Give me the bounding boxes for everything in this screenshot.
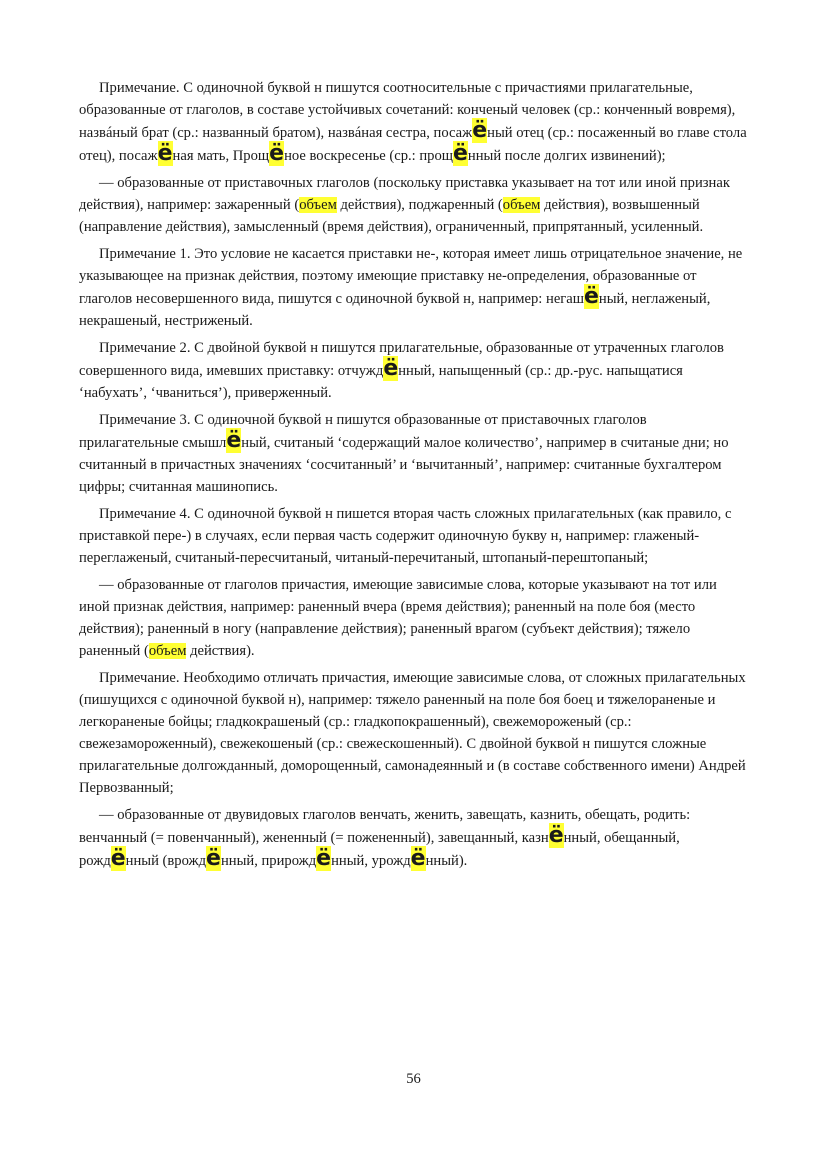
- highlighted-yo-letter: ё: [410, 846, 426, 871]
- text-segment: нный, прирожд: [220, 853, 317, 869]
- text-segment: нный (врожд: [125, 853, 207, 869]
- document-body: [79, 77, 749, 877]
- note-3: [79, 409, 749, 498]
- highlighted-word: объем: [148, 643, 187, 659]
- text-segment: ное воскресенье (ср.: прощ: [284, 148, 453, 164]
- text-segment: Примечание 1. Это условие не касается приставки не-, которая имеет лишь отрицательное значение, не указывающее на признак действия, поэтому имеющие приставку не-определения, образованные от глаголов несовершенного вида, пишутся с одиночной буквой н, например: негаш: [79, 246, 743, 307]
- highlighted-yo-letter: ё: [226, 428, 242, 453]
- text-segment: — образованные от глаголов причастия, имеющие зависимые слова, которые указывают на тот или иной признак действия, например: раненный вчера (время действия); раненный на поле боя (место действия); раненный в ногу (направление действия); раненный врагом (субъект действия); тяжело раненный (: [79, 577, 717, 659]
- biaspectual-verbs-paragraph: [79, 804, 749, 872]
- text-segment: ный, считаный ‘содержащий малое количество’, например в считаные дни; но считанный в причастных значениях ‘сосчитанный’ и ‘вычитанный’, например: считанные бухгалтером цифры; считанная машинопись.: [79, 435, 729, 495]
- highlighted-yo-letter: ё: [452, 141, 468, 166]
- note-2: [79, 337, 749, 404]
- highlighted-word: объем: [299, 197, 337, 213]
- text-segment: Примечание. Необходимо отличать причастия, имеющие зависимые слова, от сложных прилагательных (пишущихся с одиночной буквой н), например: тяжело раненный на поле боя боец и тяжелораненые и легкораненые бойцы; гладкокрашеный (ср.: гладкопокрашенный), свежемороженый (ср.: свежезамороженный), свежекошеный (ср.: свежескошенный). С двойной буквой н пишутся сложные прилагательные долгожданный, доморощенный, самонадеянный и (в составе собственного имени) Андрей Первозванный;: [79, 670, 746, 796]
- highlighted-yo-letter: ё: [269, 141, 285, 166]
- text-segment: Примечание 3. С одиночной буквой н пишутся образованные от приставочных глаголов прилагательные смышл: [79, 412, 647, 451]
- text-segment: — образованные от двувидовых глаголов венчать, женить, завещать, казнить, обещать, родить: венчанный (= повенчанный), женeнный (= поженeнный), завещанный, казн: [79, 807, 691, 846]
- text-segment: нный).: [425, 853, 468, 869]
- page-number: 56: [406, 1071, 421, 1087]
- text-segment: Примечание 4. С одиночной буквой н пишется вторая часть сложных прилагательных (как правило, с приставкой пере-) в случаях, если первая часть содержит одиночную букву н, например: глаженый-переглаженый, считаный-пересчитаный, читаный-перечитаный, штопаный-перештопаный;: [79, 506, 732, 566]
- text-segment: нный, напыщенный (ср.: др.-рус. напыщатися ‘набухать’, ‘чваниться’), приверженный.: [79, 363, 683, 401]
- highlighted-yo-letter: ё: [472, 118, 488, 143]
- text-segment: Примечание. С одиночной буквой н пишутся соотносительные с причастиями прилагательные, образованные от глаголов, в составе устойчивых сочетаний: конченый человек (ср.: конченный вовремя), нaзвáный брат (ср.: названный братом), нaзвáная сестра, посаж: [79, 80, 736, 141]
- text-segment: Примечание 2. С двойной буквой н пишутся прилагательные, образованные от утраченных глаголов совершенного вида, имевших приставку: отчужд: [79, 340, 724, 379]
- text-segment: нный, обещанный, рожд: [79, 830, 680, 869]
- text-segment: ная мать, Прощ: [172, 148, 270, 164]
- highlighted-word: объем: [502, 197, 541, 213]
- highlighted-yo-letter: ё: [316, 846, 332, 871]
- participles-dependents-paragraph: [79, 574, 749, 662]
- text-segment: ный отец (ср.: посаженный во главе стола отец), посаж: [79, 125, 747, 164]
- text-segment: нный, урожд: [331, 853, 411, 869]
- text-segment: действия).: [186, 643, 255, 659]
- highlighted-yo-letter: ё: [548, 823, 564, 848]
- highlighted-yo-letter: ё: [383, 356, 399, 381]
- note-dangling-adjectives: [79, 77, 749, 167]
- note-compound-adjectives: [79, 667, 749, 799]
- prefixed-verbs-paragraph: [79, 172, 749, 238]
- text-segment: действия), возвышенный (направление действия), замысленный (время действия), ограниченный, припрятанный, усиленный.: [79, 197, 704, 235]
- note-1: [79, 243, 749, 332]
- highlighted-yo-letter: ё: [157, 141, 173, 166]
- text-segment: нный после долгих извинений);: [467, 148, 666, 164]
- note-4: [79, 503, 749, 569]
- highlighted-yo-letter: ё: [110, 846, 126, 871]
- highlighted-yo-letter: ё: [584, 284, 599, 309]
- highlighted-yo-letter: ё: [206, 846, 221, 871]
- text-segment: — образованные от приставочных глаголов (поскольку приставка указывает на тот или иной признак действия), например: зажаренный (: [79, 175, 730, 213]
- text-segment: действия), поджаренный (: [336, 197, 503, 213]
- text-segment: ный, неглаженый, некрашеный, нестриженый.: [79, 291, 711, 329]
